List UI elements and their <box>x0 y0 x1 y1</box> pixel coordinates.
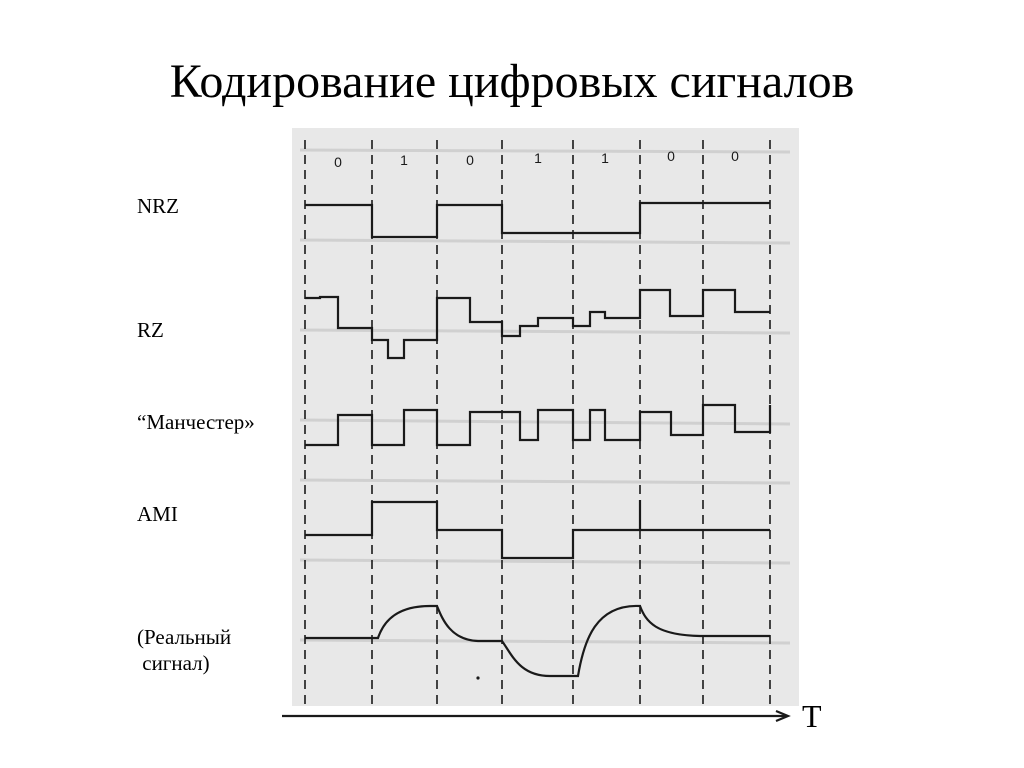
bit-label: 0 <box>667 148 675 164</box>
scan-speck <box>476 676 479 679</box>
label-rz: RZ <box>137 318 164 342</box>
label-ami: AMI <box>137 502 178 526</box>
bit-label: 1 <box>534 150 542 166</box>
label-real-signal: (Реальный сигнал) <box>137 625 232 675</box>
time-axis-label: T <box>802 698 822 734</box>
slide-title: Кодирование цифровых сигналов <box>169 55 855 108</box>
bit-label: 0 <box>731 148 739 164</box>
bit-label: 1 <box>601 150 609 166</box>
bit-label: 0 <box>334 154 342 170</box>
label-manchester: “Манчестер» <box>137 410 255 434</box>
label-nrz: NRZ <box>137 194 179 218</box>
scan-background <box>292 128 799 706</box>
bit-label: 1 <box>400 152 408 168</box>
bit-label: 0 <box>466 152 474 168</box>
